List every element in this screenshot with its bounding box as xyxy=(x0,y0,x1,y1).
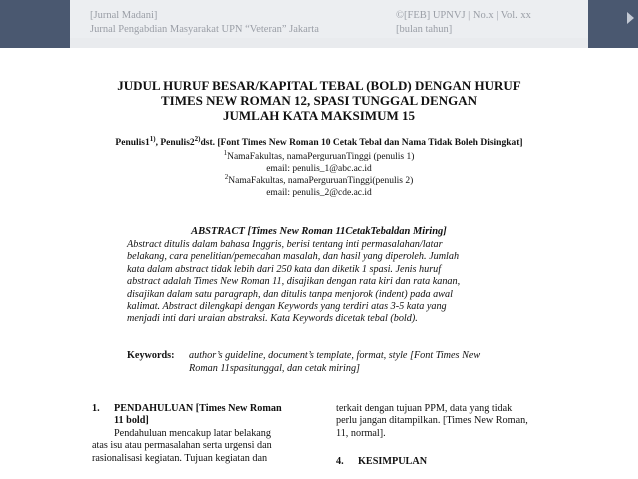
right-column-text: terkait dengan tujuan PPM, data yang tidak perlu jangan ditampilkan. [Times New Roman, 11, normal]. 4. KESIMPULAN xyxy=(336,403,576,469)
journal-date: [bulan tahun] xyxy=(396,24,453,35)
keywords: Keywords: author’s guideline, document’s template, format, style [Font Times New Roman 11spasitunggal, dan cetak miring] xyxy=(127,350,481,374)
affiliation-2-email: email: penulis_2@cde.ac.id xyxy=(266,188,372,198)
section-heading: KESIMPULAN xyxy=(358,456,428,468)
section-number: 1. xyxy=(92,403,100,414)
title-line: TIMES NEW ROMAN 12, SPASI TUNGGAL DENGAN xyxy=(160,93,478,108)
section-kesimpulan xyxy=(336,456,576,468)
affiliation-1: $^1$NamaFakultas, namaPerguruanTinggi (penulis 1) xyxy=(223,148,415,162)
author-line: Penulis1$^{1)}$, Penulis2$^{2)}$dst. [Font Times New Roman 10 Cetak Tebal dan Nama Tidak Boleh Disingkat] xyxy=(115,134,523,148)
paper-title xyxy=(0,78,638,123)
abstract-heading: ABSTRACT [Times New Roman 11CetakTebaldan Miring] xyxy=(191,226,447,237)
journal-header xyxy=(70,0,588,48)
section-number: 4. xyxy=(336,456,344,468)
keywords-label: Keywords: xyxy=(127,350,175,361)
section-pendahuluan: 1. PENDAHULUAN [Times New Roman 11 bold] Pendahuluan mencakup latar belakang atas isu atau permasalahan serta urgensi dan rasionalisasi kegiatan. Tujuan kegiatan dan xyxy=(92,403,282,464)
affiliation-1-email: email: penulis_1@abc.ac.id xyxy=(266,164,372,174)
title-line: JUMLAH KATA MAKSIMUM 15 xyxy=(223,108,415,123)
slide-frame-left xyxy=(0,0,70,48)
section-heading: PENDAHULUAN [Times New Roman xyxy=(114,403,282,414)
journal-volume: ©[FEB] UPNVJ | No.x | Vol. xx xyxy=(396,10,531,21)
affiliations xyxy=(0,148,638,199)
title-line: JUDUL HURUF BESAR/KAPITAL TEBAL (BOLD) DENGAN HURUF xyxy=(117,78,521,93)
abstract-body: Abstract ditulis dalam bahasa Inggris, berisi tentang inti permasalahan/latar belakang, cara penelitian/pemecahan masalah, dan hasil yang diperoleh. Jumlah kata dalam abstract tidak lebih dari 250 kata dan diketik 1 spasi. Jenis huruf abstract adalah Times New Roman 11, disajikan dengan rata kiri dan rata kanan, disajikan dalam satu paragraph, dan ditulis tanpa menjorok (indent) pada awal kalimat. Abstract dilengkapi dengan Keywords yang terdiri atas 3-5 kata yang menjadi inti dari uraian abstraksi. Kata Keywords dicetak tebal (bold). xyxy=(127,239,461,325)
next-slide-icon[interactable] xyxy=(627,12,634,24)
slide-frame-right xyxy=(588,0,638,48)
affiliation-2: $^2$NamaFakultas, namaPerguruanTinggi(penulis 2) xyxy=(224,172,414,186)
journal-subtitle: Jurnal Pengabdian Masyarakat UPN “Veteran” Jakarta xyxy=(90,24,319,35)
journal-name: [Jurnal Madani] xyxy=(90,10,158,21)
